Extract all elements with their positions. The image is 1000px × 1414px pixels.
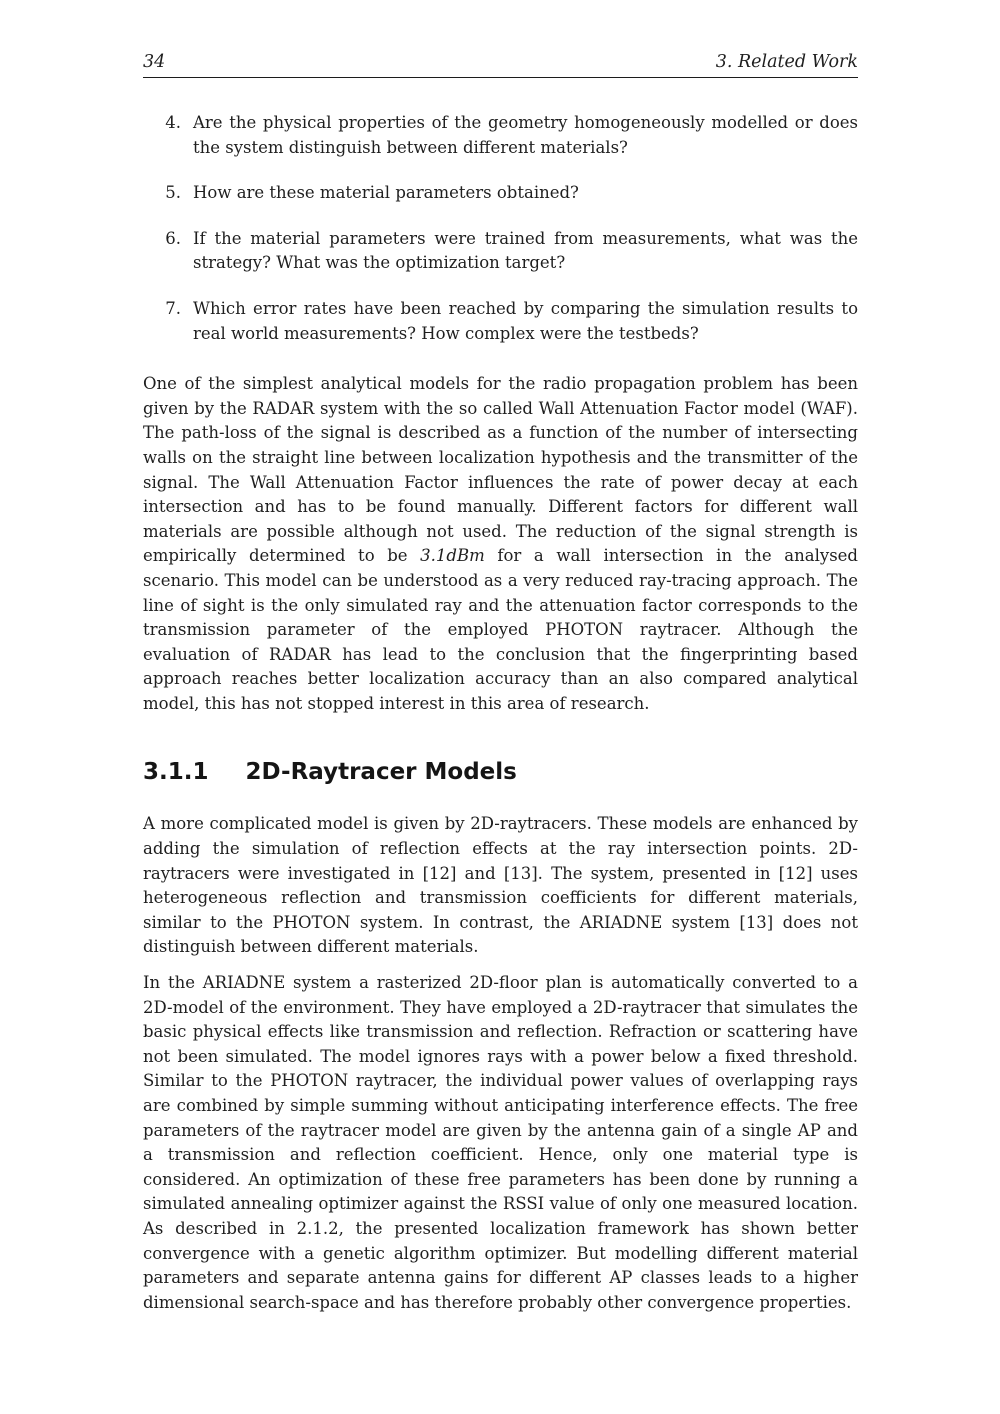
running-chapter-title: 3. Related Work xyxy=(715,52,858,72)
header-rule xyxy=(143,77,858,78)
section-heading xyxy=(143,757,858,787)
list-item-number: 6. xyxy=(165,228,181,248)
question-list xyxy=(143,111,858,346)
inline-math-attenuation-value: 3.1dBm xyxy=(420,546,485,566)
list-item-text: How are these material parameters obtained? xyxy=(193,183,579,203)
list-item-text: Are the physical properties of the geometry homogeneously modelled or does the system distinguish between different materials? xyxy=(193,113,858,157)
section-title: 2D-Raytracer Models xyxy=(245,759,517,786)
list-item-text: If the material parameters were trained from measurements, what was the strategy? What was the optimization target? xyxy=(193,228,858,273)
list-item xyxy=(143,297,858,346)
list-item-number: 5. xyxy=(165,183,181,203)
paragraph-2d-raytracers: A more complicated model is given by 2D-raytracers. These models are enhanced by adding the simulation of reflection effects at the ray intersection points. 2D-raytracers were investigated in [12] and [13]. The system, presented in [12] uses heterogeneous reflection and transmission coefficients for different materials, similar to the PHOTON system. In contrast, the ARIADNE system [13] does not distinguish between different materials. xyxy=(143,814,858,957)
paragraph-ariadne-system: In the ARIADNE system a rasterized 2D-floor plan is automatically converted to a 2D-model of the environment. They have employed a 2D-raytracer that simulates the basic physical effects like transmission and reflection. Refraction or scattering have not been simulated. The model ignores rays with a power below a fixed threshold. Similar to the PHOTON raytracer, the individual power values of overlapping rays are combined by simple summing without anticipating interference effects. The free parameters of the raytracer model are given by the antenna gain of a single AP and a transmission and reflection coefficient. Hence, only one material type is considered. An optimization of these free parameters has been done by running a simulated annealing optimizer against the RSSI value of only one measured location. As described in 2.1.2, the presented localization framework has shown better convergence with a genetic algorithm optimizer. But modelling different material parameters and separate antenna gains for different AP classes leads to a higher dimensional search-space and has therefore probably other convergence properties. xyxy=(143,973,858,1312)
paragraph-waf-model xyxy=(143,372,858,716)
paragraph-waf-text-end: for a wall intersection in the analysed scenario. This model can be understood as a very reduced ray-tracing approach. The line of sight is the only simulated ray and the attenuation factor corresponds to the transmission parameter of the employed PHOTON raytracer. Although the evaluation of RADAR has lead to the conclusion that the fingerprinting based approach reaches better localization accuracy than an also compared analytical model, this has not stopped interest in this area of research. xyxy=(143,546,858,713)
page-header xyxy=(143,50,858,74)
list-item-number: 7. xyxy=(165,298,181,318)
list-item xyxy=(143,227,858,276)
list-item-text: Which error rates have been reached by comparing the simulation results to real world measurements? How complex were the testbeds? xyxy=(193,298,858,343)
paragraph-waf-text-start: One of the simplest analytical models for the radio propagation problem has been given by the RADAR system with the so called Wall Attenuation Factor model (WAF). The path-loss of the signal is described as a function of the number of intersecting walls on the straight line between localization hypothesis and the transmitter of the signal. The Wall Attenuation Factor influences the rate of power decay at each intersection and has to be found manually. Different factors for different wall materials are possible although not used. The reduction of the signal strength is empirically determined to be xyxy=(143,374,858,566)
page-number: 34 xyxy=(143,52,166,72)
list-item-number: 4. xyxy=(165,113,181,132)
section-number: 3.1.1 xyxy=(143,759,209,786)
list-item xyxy=(143,181,858,206)
list-item xyxy=(143,111,858,160)
